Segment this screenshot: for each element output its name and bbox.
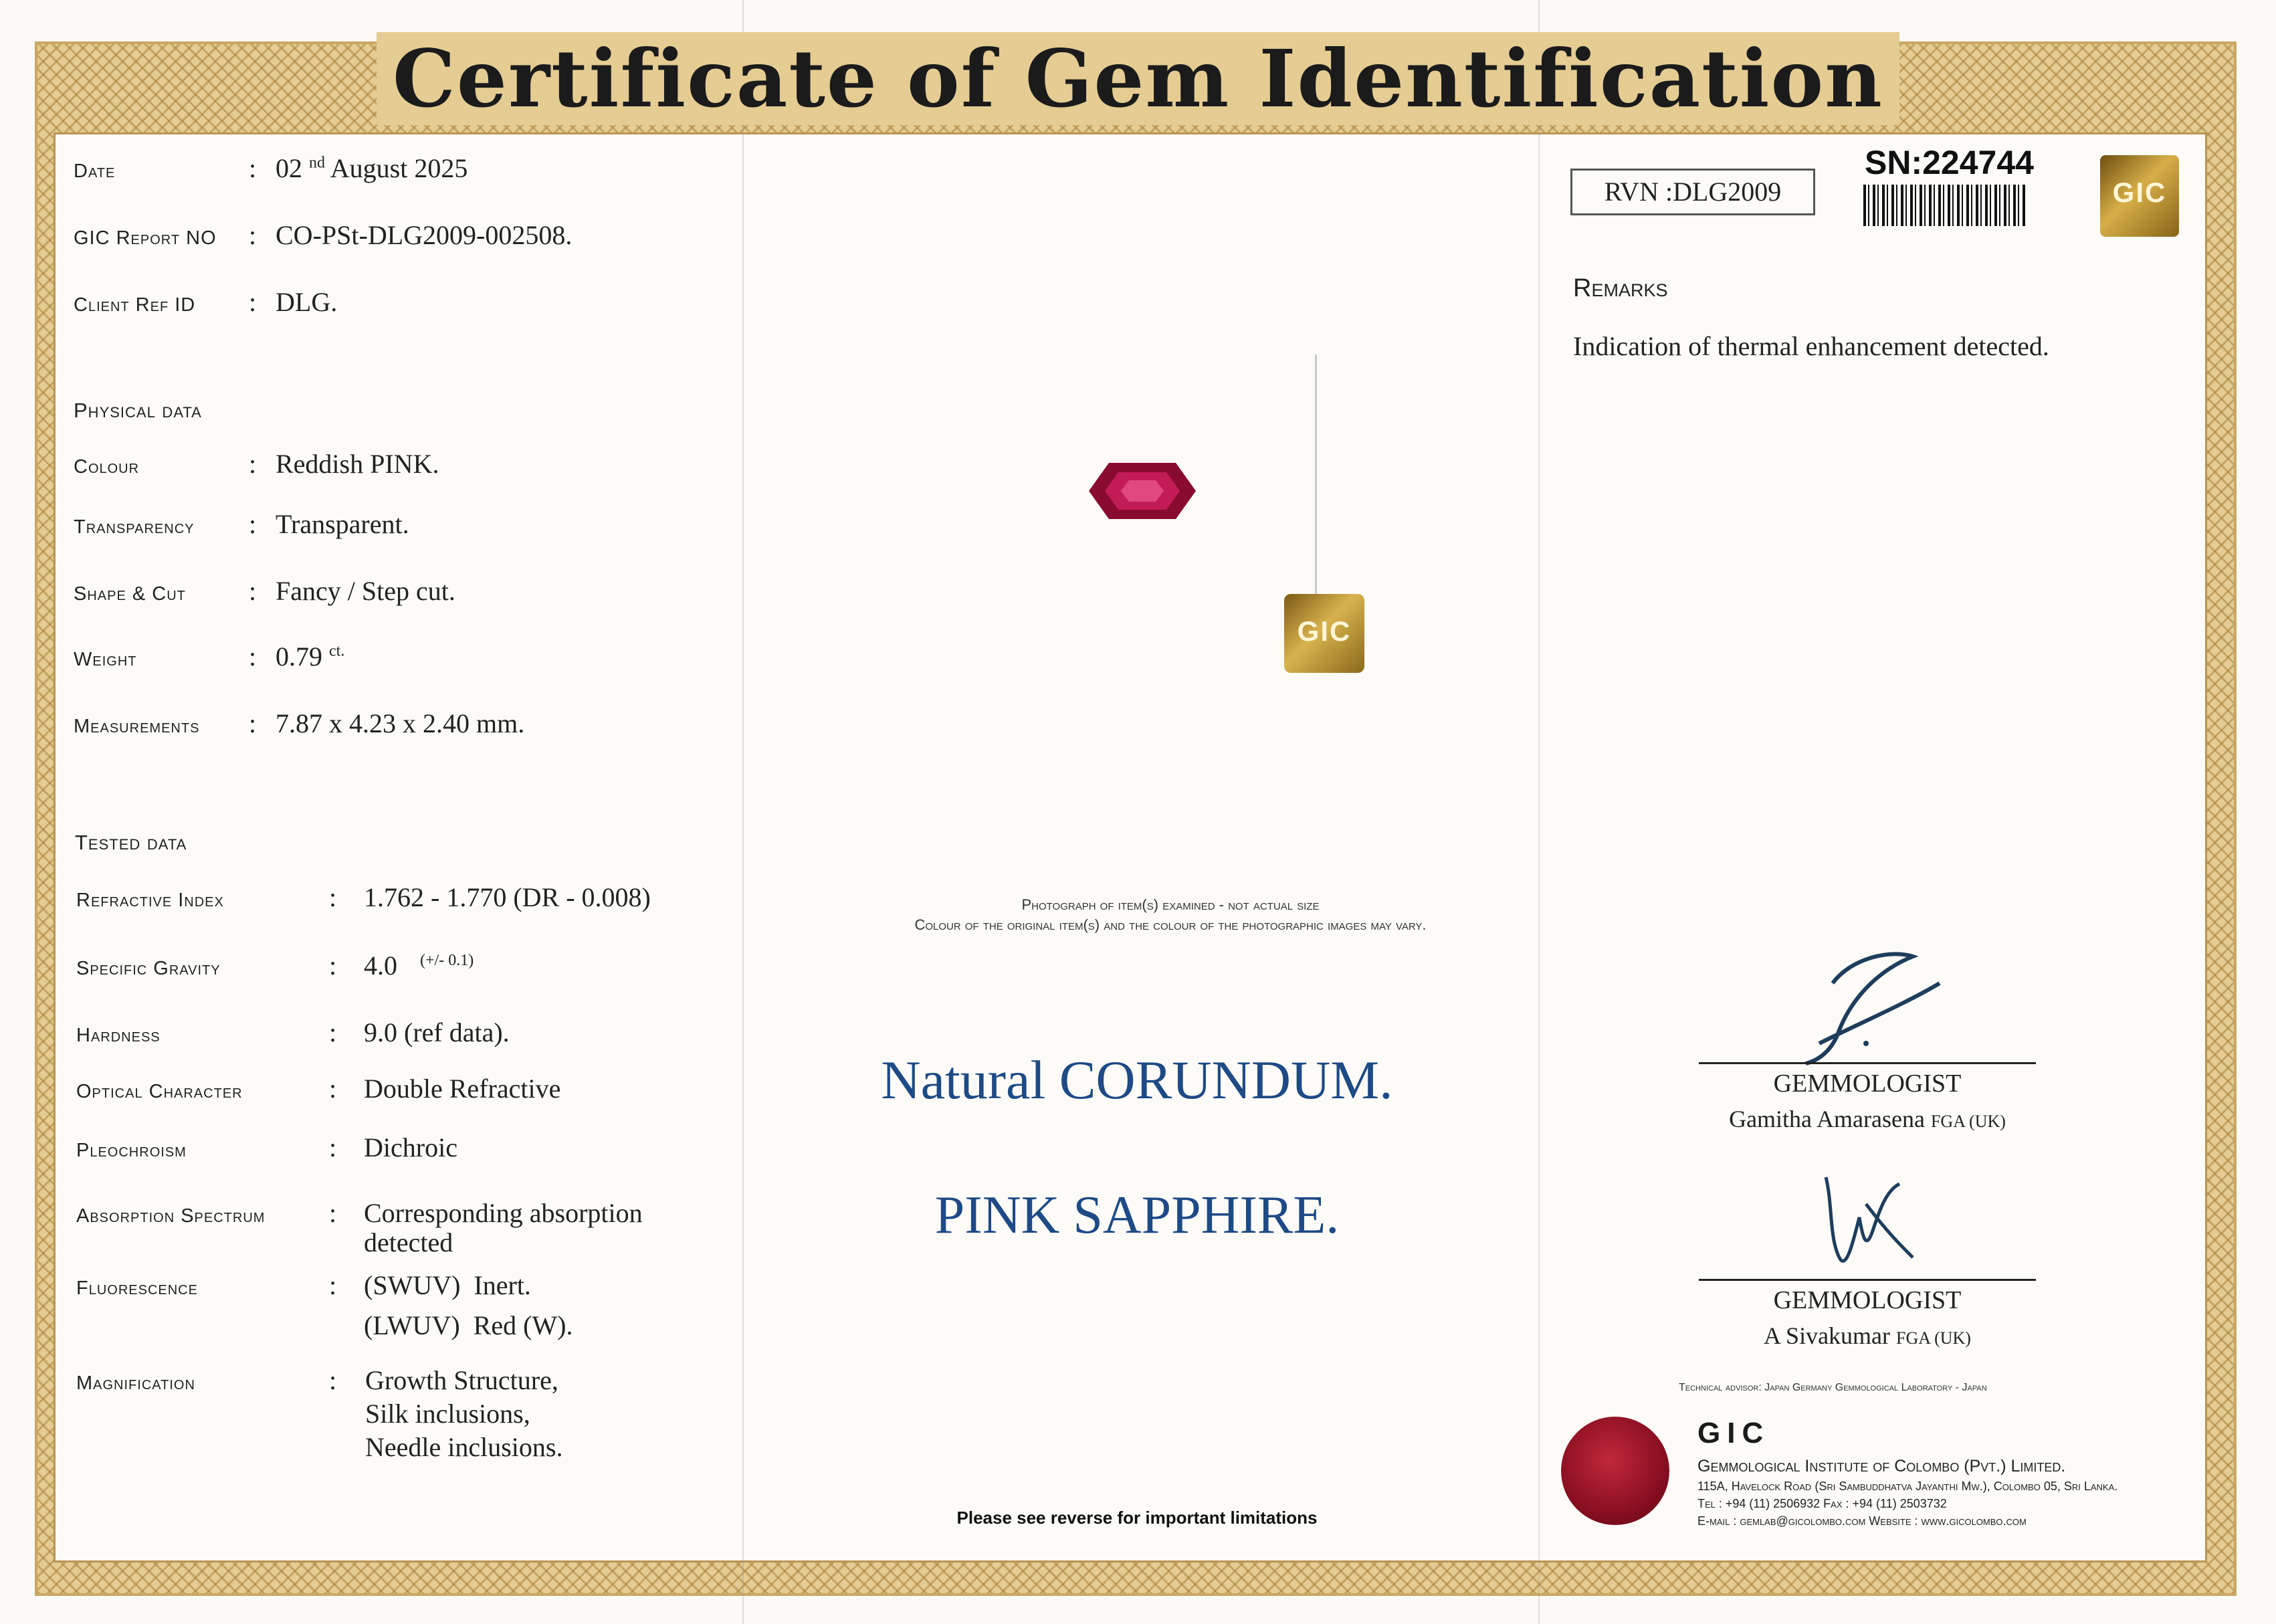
gemmologist-1-credential: FGA (UK) [1930,1112,2006,1131]
colon: : [249,576,257,606]
gemmologist-role-1: GEMMOLOGIST [1773,1070,1962,1098]
ri-value: 1.762 - 1.770 (DR - 0.008) [364,882,651,912]
sg-tolerance: (+/- 0.1) [420,951,474,969]
colon: : [249,708,257,738]
gic-hologram-badge [2100,155,2179,237]
colon: : [249,220,257,250]
institute-short-name: GIC [1697,1417,1770,1449]
colon: : [329,1074,337,1104]
pleochroism-label: Pleochroism [76,1140,187,1161]
fold-line [742,0,744,1624]
absorption-label: Absorption Spectrum [76,1205,266,1227]
weight-label: Weight [74,649,137,670]
colon: : [329,1270,337,1300]
title-text: Certificate of Gem Identification [377,32,1899,125]
magnification-value-2: Silk inclusions, [365,1399,530,1429]
limitations-note: Please see reverse for important limitations [956,1508,1318,1528]
hologram-text: GIC [1297,615,1352,647]
absorption-value-2: detected [364,1227,453,1257]
gemmologist-role-2: GEMMOLOGIST [1773,1286,1962,1314]
variety-result: PINK SAPPHIRE. [934,1186,1340,1245]
remarks-heading: Remarks [1573,274,1668,302]
magnification-value-3: Needle inclusions. [365,1432,563,1462]
institute-phone: Tel : +94 (11) 2506932 Fax : +94 (11) 2503732 [1697,1497,1947,1510]
fold-line [1538,0,1540,1624]
colon: : [329,950,337,981]
pleochroism-value: Dichroic [364,1132,457,1162]
magnification-value-1: Growth Structure, [365,1365,558,1395]
tested-data-heading: Tested data [75,831,187,854]
measurements-label: Measurements [74,716,200,737]
rvn-box: RVN :DLG2009 [1570,169,1815,215]
fluorescence-lw [364,1310,573,1341]
remarks-text: Indication of thermal enhancement detected. [1573,331,2049,361]
client-ref-value: DLG. [276,287,338,317]
measurements-value: 7.87 x 4.23 x 2.40 mm. [276,708,525,738]
fluorescence-label: Fluorescence [76,1278,198,1299]
hardness-label: Hardness [76,1025,161,1046]
colon: : [249,641,257,672]
transparency-label: Transparency [74,516,195,538]
sg-value [364,950,474,981]
colour-value: Reddish PINK. [276,449,439,479]
colon: : [249,287,257,317]
optical-value: Double Refractive [364,1074,561,1104]
fluorescence-sw [364,1270,531,1301]
species-result: Natural CORUNDUM. [881,1049,1393,1110]
date-day: 02 [276,153,302,183]
physical-data-heading: Physical data [74,399,202,422]
report-no-label: GIC Report NO [74,227,217,249]
gemmologist-1-name: Gamitha Amarasena [1729,1106,1925,1132]
gem-photo [1089,460,1196,522]
signature-line-2 [1699,1279,2036,1281]
gemmologist-2-credential: FGA (UK) [1896,1328,1971,1348]
page-title [0,32,2276,125]
colon: : [249,509,257,539]
photo-pin-line [1315,354,1317,602]
photo-note-2: Colour of the original item(s) and the colour of the photographic images may vary. [914,916,1427,933]
weight-value [276,641,344,672]
gemmologist-name-1 [1699,1105,2036,1133]
date-month-year: August 2025 [330,153,468,183]
colon: : [329,1198,337,1228]
hardness-value: 9.0 (ref data). [364,1017,510,1047]
swuv-value: Inert. [474,1270,531,1300]
date-label: Date [74,161,116,182]
signature-line-1 [1699,1062,2036,1064]
gemmologist-name-2 [1699,1322,2036,1350]
gemmologist-2-name: A Sivakumar [1764,1322,1891,1349]
signature-2 [1799,1164,1933,1278]
signature-1 [1779,943,1946,1070]
weight-number: 0.79 [276,641,322,672]
magnification-label: Magnification [76,1373,195,1394]
institute-email: E-mail : gemlab@gicolombo.com Website : www.gicolombo.com [1697,1514,2027,1528]
shape-cut-value: Fancy / Step cut. [276,576,455,606]
colon: : [249,153,257,183]
swuv-tag: (SWUV) [364,1270,461,1300]
ri-label: Refractive Index [76,890,224,911]
institute-address: 115A, Havelock Road (Sri Sambuddhatva Jayanthi Mw.), Colombo 05, Sri Lanka. [1697,1480,2118,1493]
serial-number: SN:224744 [1865,144,2034,181]
lwuv-value: Red (W). [473,1310,573,1340]
lwuv-tag: (LWUV) [364,1310,460,1340]
client-ref-label: Client Ref ID [74,294,196,316]
badge-text: GIC [2112,177,2167,208]
institute-name: Gemmological Institute of Colombo (Pvt.) Limited. [1697,1457,2066,1476]
gic-hologram-sticker [1284,594,1364,673]
optical-label: Optical Character [76,1081,243,1102]
weight-unit: ct. [329,642,345,660]
colon: : [249,449,257,479]
report-no-value: CO-PSt-DLG2009-002508. [276,220,573,250]
barcode [1863,185,2025,226]
shape-cut-label: Shape & Cut [74,583,186,605]
date-suffix: nd [309,154,325,172]
colon: : [329,1365,337,1395]
colour-label: Colour [74,456,140,478]
sg-label: Specific Gravity [76,958,221,979]
transparency-value: Transparent. [276,509,409,539]
wax-seal [1561,1417,1669,1525]
colon: : [329,882,337,912]
date-value [276,153,468,184]
sg-number: 4.0 [364,950,397,981]
technical-advisor: Technical advisor: Japan Germany Gemmological Laboratory - Japan [1679,1382,1987,1393]
colon: : [329,1017,337,1047]
colon: : [329,1132,337,1162]
absorption-value-1: Corresponding absorption [364,1198,643,1228]
photo-note-1: Photograph of item(s) examined - not actual size [1021,896,1320,913]
